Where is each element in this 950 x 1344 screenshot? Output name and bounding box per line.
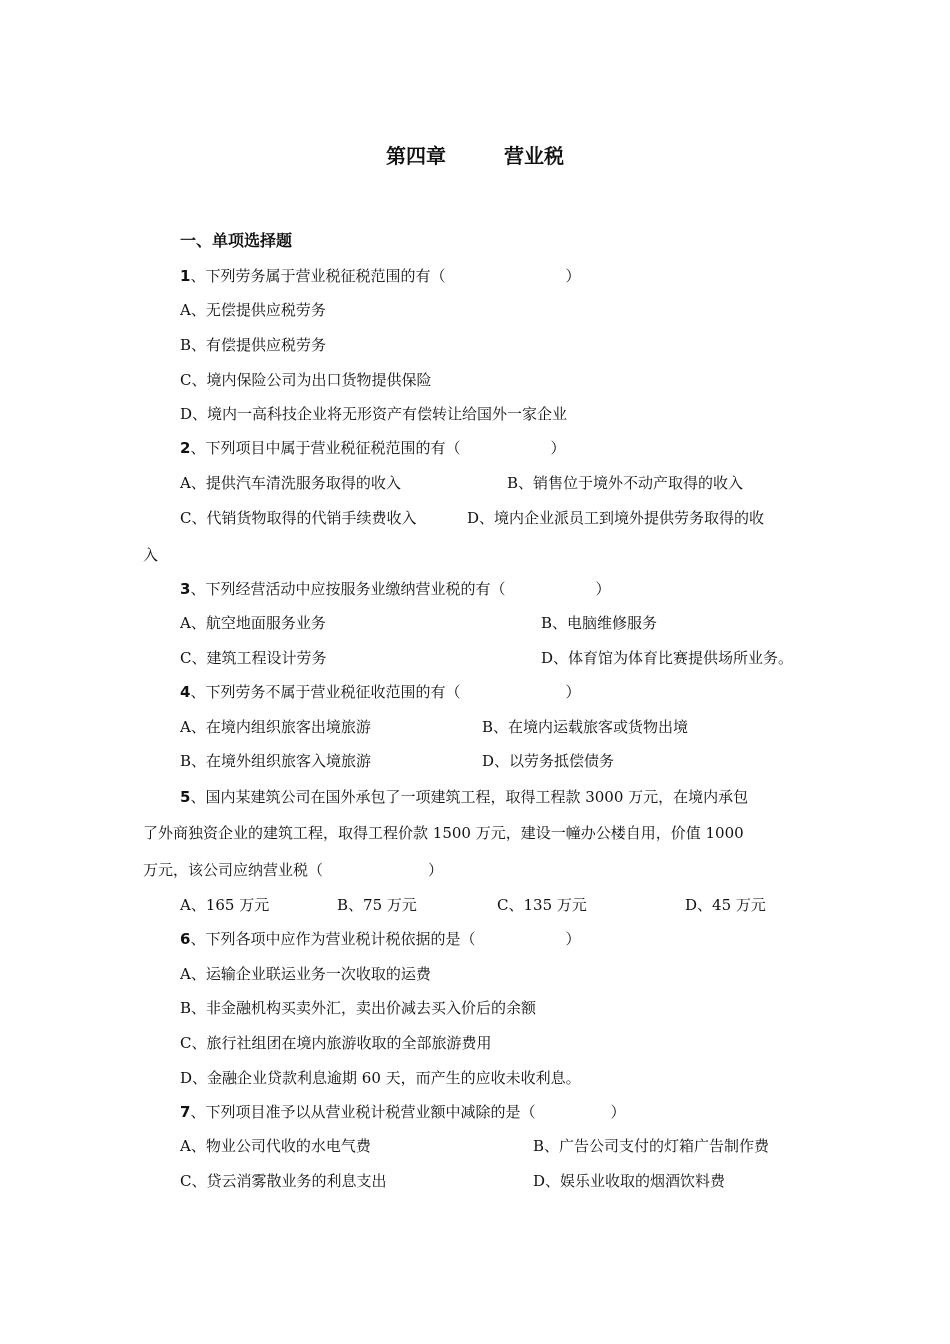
question-text: 、下列劳务属于营业税征税范围的有（ ）	[190, 267, 581, 285]
question-number: 4	[180, 683, 191, 701]
question-number: 6	[180, 930, 191, 948]
q4-option-a: A、在境内组织旅客出境旅游	[180, 718, 371, 736]
question-2	[180, 438, 565, 458]
q5-option-b: B、75 万元	[337, 896, 417, 914]
question-4	[180, 682, 580, 702]
q6-option-a: A、运输企业联运业务一次收取的运费	[180, 965, 431, 983]
question-3	[180, 579, 610, 599]
question-text: 、下列经营活动中应按服务业缴纳营业税的有（ ）	[190, 580, 611, 598]
q1-option-a: A、无偿提供应税劳务	[180, 301, 326, 319]
q7-option-b: B、广告公司支付的灯箱广告制作费	[533, 1137, 770, 1155]
q4-option-d: D、以劳务抵偿债务	[482, 752, 615, 770]
chapter-name: 营业税	[504, 144, 564, 168]
q4-option-b: B、在境内运载旅客或货物出境	[482, 718, 689, 736]
question-number: 7	[180, 1103, 191, 1121]
q3-option-d: D、体育馆为体育比赛提供场所业务。	[541, 649, 794, 667]
question-7	[180, 1102, 625, 1122]
question-5-line-2: 了外商独资企业的建筑工程，取得工程价款 1500 万元，建设一幢办公楼自用，价值 1000	[143, 824, 744, 842]
q7-option-a: A、物业公司代收的水电气费	[180, 1137, 371, 1155]
q3-option-a: A、航空地面服务业务	[180, 614, 326, 632]
q1-option-d: D、境内一高科技企业将无形资产有偿转让给国外一家企业	[180, 405, 568, 423]
q5-option-a: A、165 万元	[180, 896, 270, 914]
question-number: 1	[180, 267, 191, 285]
q4-option-c: B、在境外组织旅客入境旅游	[180, 752, 372, 770]
chapter-title	[0, 140, 950, 169]
q1-option-b: B、有偿提供应税劳务	[180, 336, 327, 354]
q5-option-d: D、45 万元	[685, 896, 766, 914]
section-heading: 一、单项选择题	[180, 231, 293, 250]
q3-option-c: C、建筑工程设计劳务	[180, 649, 327, 667]
question-number: 5	[180, 788, 191, 806]
q6-option-d: D、金融企业贷款利息逾期 60 天，而产生的应收未收利息。	[180, 1069, 581, 1087]
question-text: 、下列项目准予以从营业税计税营业额中减除的是（ ）	[190, 1103, 626, 1121]
question-5-line-3: 万元，该公司应纳营业税（ ）	[143, 861, 444, 879]
question-text: 、下列劳务不属于营业税征收范围的有（ ）	[190, 683, 581, 701]
question-1	[180, 266, 580, 286]
q2-option-b: B、销售位于境外不动产取得的收入	[507, 474, 744, 492]
chapter-number: 第四章	[386, 144, 446, 168]
q6-option-b: B、非金融机构买卖外汇，卖出价减去买入价后的余额	[180, 999, 537, 1017]
q6-option-c: C、旅行社组团在境内旅游收取的全部旅游费用	[180, 1034, 492, 1052]
question-number: 3	[180, 580, 191, 598]
q2-option-a: A、提供汽车清洗服务取得的收入	[180, 474, 401, 492]
q3-option-b: B、电脑维修服务	[541, 614, 658, 632]
question-text: 、下列各项中应作为营业税计税依据的是（ ）	[190, 930, 581, 948]
q2-option-c: C、代销货物取得的代销手续费收入	[180, 509, 417, 527]
q2-option-d-continued: 入	[143, 546, 159, 564]
question-text: 、国内某建筑公司在国外承包了一项建筑工程，取得工程款 3000 万元，在境内承包	[190, 788, 749, 806]
question-text: 、下列项目中属于营业税征税范围的有（ ）	[190, 439, 566, 457]
q7-option-c: C、贷云消雾散业务的利息支出	[180, 1172, 387, 1190]
question-6	[180, 929, 580, 949]
q1-option-c: C、境内保险公司为出口货物提供保险	[180, 371, 432, 389]
question-5	[180, 787, 748, 807]
q2-option-d: D、境内企业派员工到境外提供劳务取得的收	[467, 509, 765, 527]
q7-option-d: D、娱乐业收取的烟酒饮料费	[533, 1172, 726, 1190]
question-number: 2	[180, 439, 191, 457]
q5-option-c: C、135 万元	[497, 896, 587, 914]
